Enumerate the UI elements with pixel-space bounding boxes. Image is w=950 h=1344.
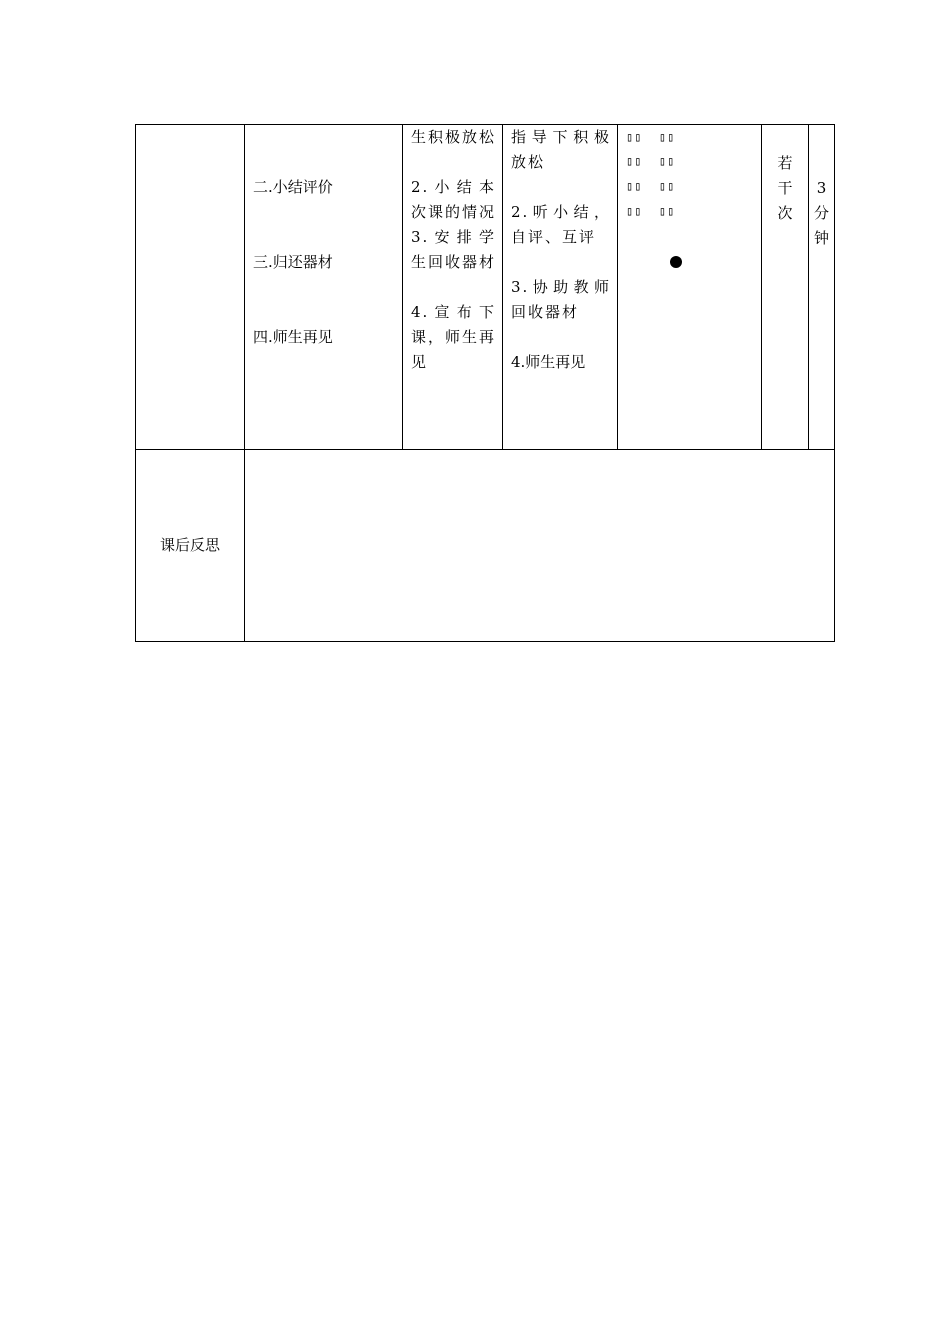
- formation-row-1: ▯▯ ▯▯: [626, 130, 676, 144]
- repetitions-cell: [762, 125, 809, 450]
- lesson-plan-table: [135, 124, 835, 642]
- content-item-farewell: 四.师生再见: [253, 328, 333, 346]
- formation-row-2: ▯▯ ▯▯: [626, 154, 676, 168]
- content-item-return-equipment: 三.归还器材: [253, 253, 333, 271]
- student-activity-2: 2.听小结，自评、互评: [511, 203, 611, 246]
- teacher-activity-4: 4.宣布下课，师生再见: [411, 303, 497, 371]
- content-item-summary: 二.小结评价: [253, 178, 333, 196]
- formation-cell: [618, 125, 762, 450]
- content-cell: [245, 125, 403, 450]
- duration-cell: [809, 125, 835, 450]
- reflection-content: [245, 450, 835, 642]
- formation-diagram: [618, 125, 761, 449]
- repetitions-char-1: 若: [777, 154, 793, 172]
- teacher-activity-2: 2.小结本次课的情况: [411, 178, 497, 221]
- teacher-activity-cell: [403, 125, 503, 450]
- formation-row-3: ▯▯ ▯▯: [626, 179, 676, 193]
- student-activity-3: 3.协助教师回收器材: [511, 278, 611, 321]
- duration-char-2: 分: [813, 204, 829, 222]
- student-activity-cell: [503, 125, 618, 450]
- section-cell: [136, 125, 245, 450]
- table-row-closing: [136, 125, 835, 450]
- reflection-label: 课后反思: [136, 450, 245, 642]
- repetitions-char-2: 干: [777, 179, 793, 197]
- teacher-position-dot-icon: [670, 256, 682, 268]
- table-row-reflection: [136, 450, 835, 642]
- duration-char-3: 钟: [813, 229, 829, 247]
- repetitions-char-3: 次: [777, 204, 793, 222]
- teacher-activity-1: 生积极放松: [411, 128, 497, 146]
- student-activity-1: 指导下积极放松: [511, 128, 611, 171]
- duration-char-1: 3: [816, 179, 827, 197]
- student-activity-4: 4.师生再见: [511, 353, 586, 371]
- teacher-activity-3: 3.安排学生回收器材: [411, 228, 497, 271]
- formation-row-4: ▯▯ ▯▯: [626, 204, 676, 218]
